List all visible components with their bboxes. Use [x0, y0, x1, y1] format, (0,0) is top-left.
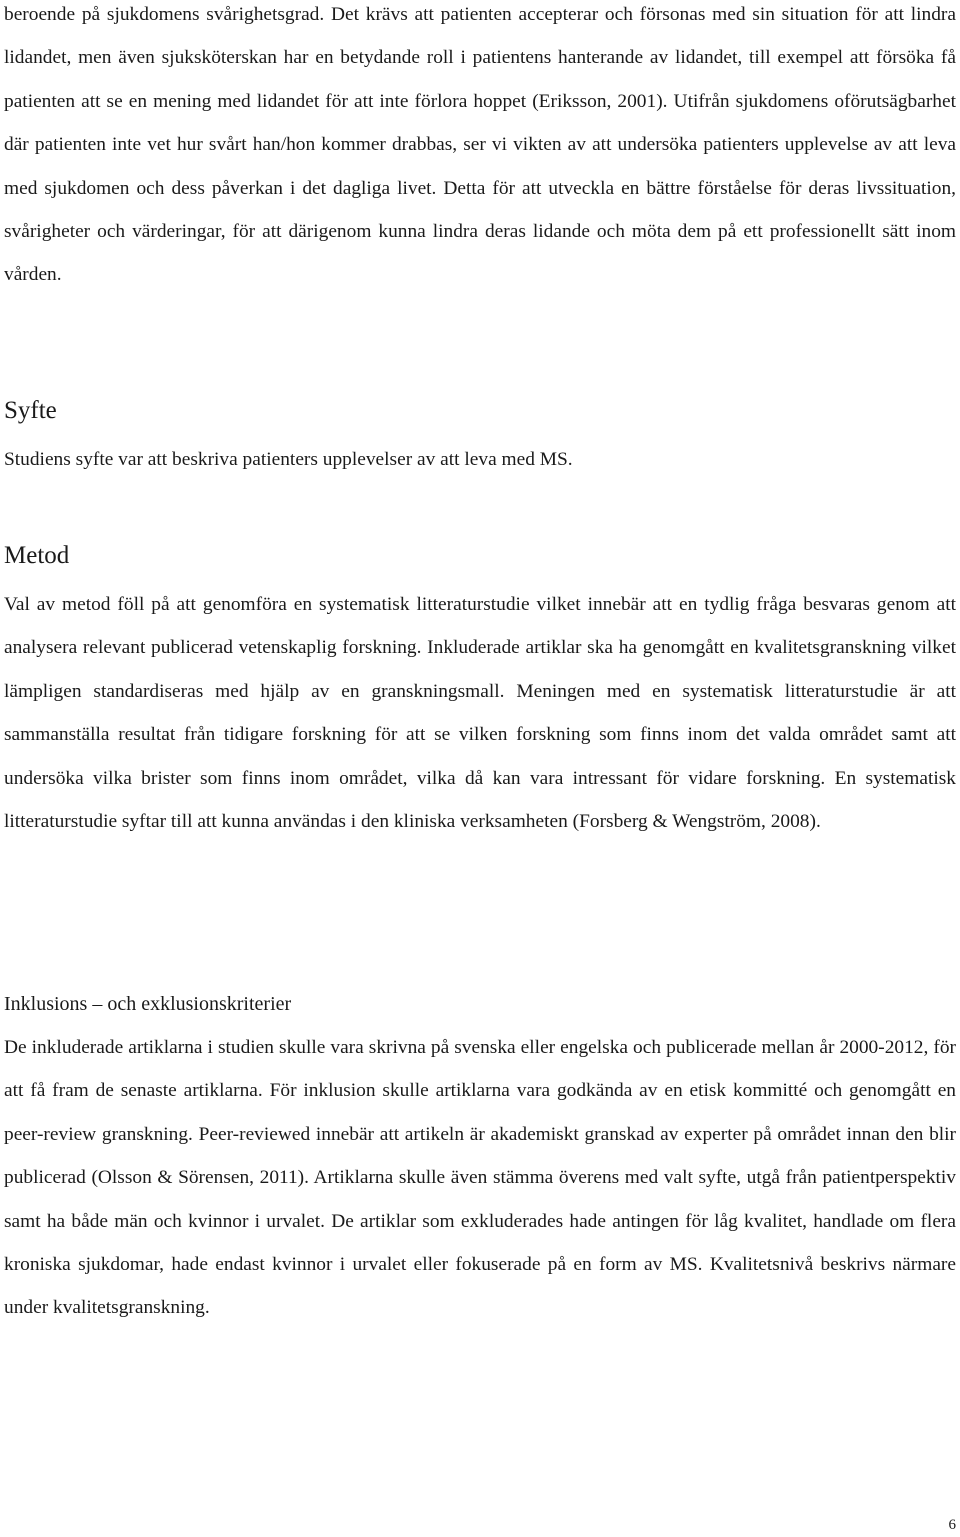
- inklusion-paragraph: De inkluderade artiklarna i studien skulle vara skrivna på svenska eller engelska och publicerade mellan år 2000-2012, för att få fram de senaste artiklarna. För inklusion skulle artiklarna vara godkända av en etisk kommitté och genomgått en peer-review granskning. Peer-reviewed innebär att artikeln är akademiskt granskad av experter på området innan den blir publicerad (Olsson & Sörensen, 2011). Artiklarna skulle även stämma överens med valt syfte, utgå från patientperspektiv samt ha både män och kvinnor i urvalet. De artiklar som exkluderades hade antingen för låg kvalitet, handlade om flera kroniska sjukdomar, hade endast kvinnor i urvalet eller fokuserade på en form av MS. Kvalitetsnivå beskrivs närmare under kvalitetsgranskning.: [4, 1037, 956, 1319]
- metod-heading: Metod: [4, 542, 70, 569]
- syfte-heading: Syfte: [4, 397, 57, 424]
- metod-paragraph: Val av metod föll på att genomföra en systematisk litteraturstudie vilket innebär att en tydlig fråga besvaras genom att analysera relevant publicerad vetenskaplig forskning. Inkluderade artiklar ska ha genomgått en kvalitetsgranskning vilket lämpligen standardiseras med hjälp av en granskningsmall. Meningen med en systematisk litteraturstudie är att sammanställa resultat från tidigare forskning för att se vilken forskning som finns inom det valda området samt att undersöka vilka brister som finns inom området, vilka då kan vara intressant för vidare forskning. En systematisk litteraturstudie syftar till att kunna användas i den kliniska verksamheten (Forsberg & Wengström, 2008).: [4, 594, 956, 833]
- intro-paragraph: beroende på sjukdomens svårighetsgrad. Det krävs att patienten accepterar och försonas med sin situation för att lindra lidandet, men även sjuksköterskan har en betydande roll i patientens hanterande av lidandet, till exempel att försöka få patienten att se en mening med lidandet för att inte förlora hoppet (Eriksson, 2001). Utifrån sjukdomens oförutsägbarhet där patienten inte vet hur svårt han/hon kommer drabbas, ser vi vikten av att undersöka patienters upplevelse av att leva med sjukdomen och dess påverkan i det dagliga livet. Detta för att utveckla en bättre förståelse för deras livssituation, svårigheter och värderingar, för att därigenom kunna lindra deras lidande och möta dem på ett professionellt sätt inom vården.: [4, 4, 956, 286]
- syfte-paragraph: Studiens syfte var att beskriva patienters upplevelser av att leva med MS.: [4, 449, 573, 470]
- inklusion-heading: Inklusions – och exklusionskriterier: [4, 993, 292, 1015]
- page-number: 6: [948, 1517, 956, 1533]
